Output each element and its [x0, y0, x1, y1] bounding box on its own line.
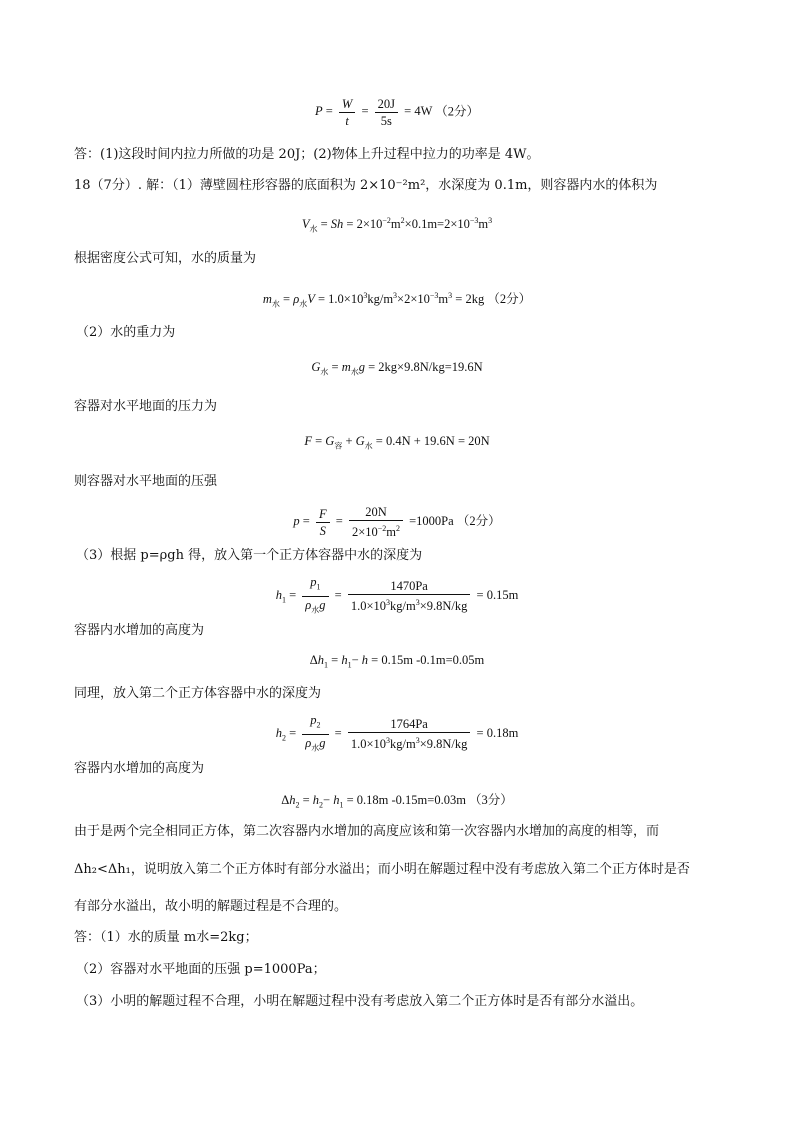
text-part3: （3）根据 p=ρgh 得，放入第一个正方体容器中水的深度为 — [76, 548, 423, 563]
equation-delta-h2-text: $\Delta h_2 = h_2- h_1 = 0.18m$ -0.15m=0.03m — [281, 793, 466, 810]
text-pressure-force: 容器对水平地面的压力为 — [74, 399, 218, 414]
equation-depth-2: $h_2$ = $\frac{p_2}{\rho_水g}$ = $\frac{1764Pa}{1.0\times 10^3kg/m^3\times 9.8N/kg}$ = 0.18m — [275, 713, 519, 752]
equation-water-volume: $V_水 = Sh = 2\times 10^{-2}m^2\times 0.1m=2\times 10^{-3}m^3$ — [301, 216, 493, 234]
equation-water-weight: $G_水 = m_水g = 2kg\times 9.8N/kg=19.6N$ — [311, 360, 483, 377]
equation-depth-1: $h_1$ = $\frac{p_1}{\rho_水g}$ = $\frac{1470Pa}{1.0\times 10^3kg/m^3\times 9.8N/kg}$ = 0.15m — [275, 575, 519, 614]
equation-delta-h1: $\Delta h_1 = h_1- h = 0.15m$ -0.1m=0.05m — [309, 653, 485, 670]
text-conclusion-1: 由于是两个完全相同正方体，第二次容器内水增加的高度应该和第一次容器内水增加的高度的相等，而 — [74, 824, 660, 839]
final-answer-2: （2）容器对水平地面的压强 p=1000Pa； — [76, 962, 326, 977]
score-note: （2分） — [487, 292, 532, 307]
text-pressure: 则容器对水平地面的压强 — [74, 474, 218, 489]
text-part2: （2）水的重力为 — [76, 325, 176, 340]
final-answer-3: （3）小明的解题过程不合理，小明在解题过程中没有考虑放入第二个正方体时是否有部分水溢出。 — [76, 994, 644, 1009]
text-increase-1: 容器内水增加的高度为 — [74, 623, 205, 638]
equation-force: $F = G_容 + G_水 = 0.4N + 19.6N = 20N$ — [304, 434, 490, 451]
text-increase-2: 容器内水增加的高度为 — [74, 761, 205, 776]
equation-water-mass — [0, 287, 794, 314]
equation-power — [0, 96, 794, 129]
score-note: （3分） — [469, 793, 513, 807]
equation-pressure — [0, 504, 794, 540]
text-conclusion-2: Δh₂<Δh₁，说明放入第二个正方体时有部分水溢出；而小明在解题过程中没有考虑放入第二个正方体时是否 — [74, 862, 690, 877]
score-note: （2分） — [456, 513, 501, 528]
score-note: （2分） — [435, 104, 480, 119]
final-answer-1: 答：（1）水的质量 m水=2kg； — [74, 930, 258, 945]
equation-pressure-text: p = $\frac{F}{S}$ = $\frac{20N}{2\times 10^{-2}m^2}$ =1000Pa — [293, 505, 454, 540]
answer-17: 答：(1)这段时间内拉力所做的功是 20J；(2)物体上升过程中拉力的功率是 4W。 — [74, 147, 540, 162]
problem-18-part1-intro: 18（7分）. 解：（1）薄壁圆柱形容器的底面积为 2×10⁻²m²，水深度为 0.1m，则容器内水的体积为 — [74, 178, 658, 193]
equation-water-mass-text: $m_水 = \rho_水V = 1.0\times 10^3kg/m^3\times 2\times 10^{-3}m^3 = 2kg$ — [262, 291, 485, 309]
equation-delta-h2 — [0, 791, 794, 815]
text-second-cube: 同理，放入第二个正方体容器中水的深度为 — [74, 686, 322, 701]
equation-power-text: P = $\frac{W}{t}$ = $\frac{20J}{5s}$ = 4W — [314, 97, 433, 128]
text-conclusion-3: 有部分水溢出，故小明的解题过程是不合理的。 — [74, 899, 348, 914]
text-density-mass: 根据密度公式可知，水的质量为 — [74, 251, 257, 266]
